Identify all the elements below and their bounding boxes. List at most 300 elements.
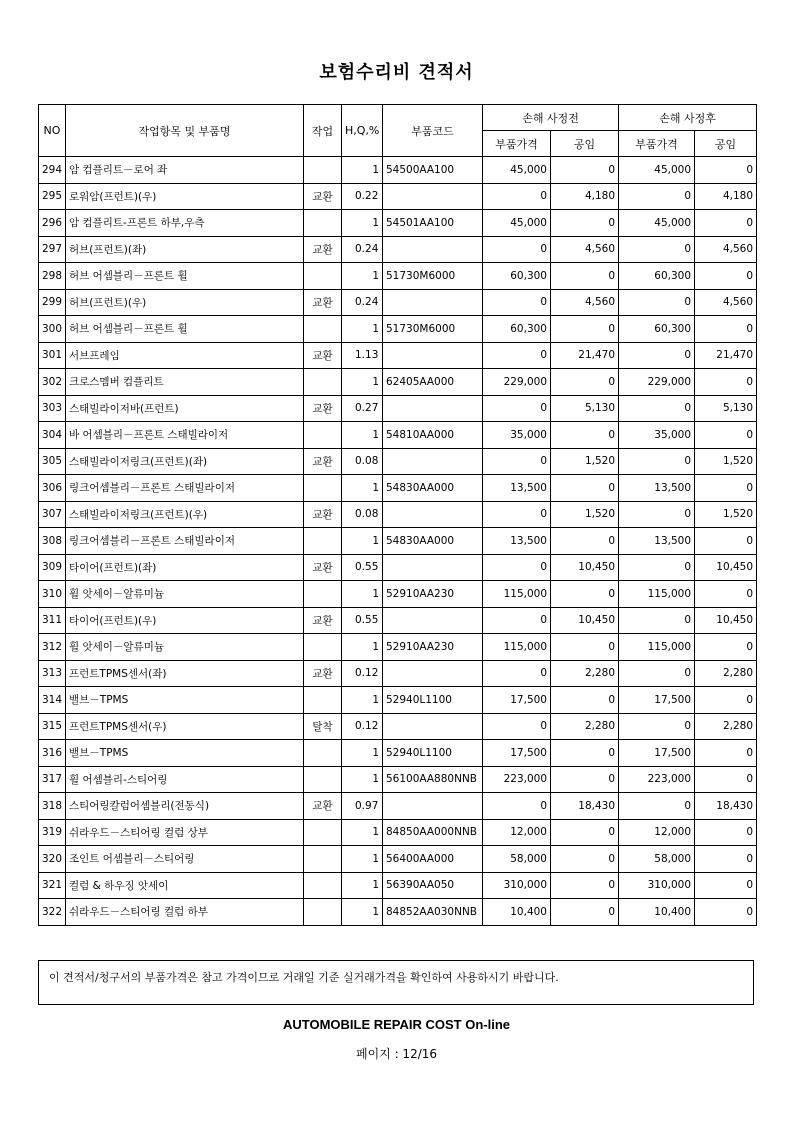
row-price-after: 0	[619, 713, 695, 740]
row-labor-after: 0	[695, 740, 757, 767]
row-part-code	[383, 501, 483, 528]
row-item-name: 밸브－TPMS	[66, 740, 304, 767]
row-hq: 1	[342, 766, 383, 793]
row-no: 317	[39, 766, 66, 793]
row-work	[304, 872, 342, 899]
row-no: 320	[39, 846, 66, 873]
row-part-code	[383, 395, 483, 422]
row-labor-after: 0	[695, 369, 757, 396]
notice-box	[38, 960, 754, 1005]
row-labor-before: 0	[551, 766, 619, 793]
row-price-before: 115,000	[483, 634, 551, 661]
row-price-after: 0	[619, 501, 695, 528]
row-no: 319	[39, 819, 66, 846]
row-price-after: 0	[619, 342, 695, 369]
row-price-after: 17,500	[619, 687, 695, 714]
row-hq: 1	[342, 528, 383, 555]
row-labor-after: 0	[695, 528, 757, 555]
row-labor-after: 0	[695, 819, 757, 846]
row-labor-after: 0	[695, 899, 757, 926]
row-item-name: 스태빌라이저바(프런트)	[66, 395, 304, 422]
row-hq: 1	[342, 899, 383, 926]
row-price-after: 115,000	[619, 581, 695, 608]
row-price-after: 13,500	[619, 475, 695, 502]
table-row	[39, 369, 757, 396]
table-body	[39, 157, 757, 926]
row-hq: 0.55	[342, 607, 383, 634]
row-part-code: 54501AA100	[383, 210, 483, 237]
footer-brand: AUTOMOBILE REPAIR COST On-line	[282, 1017, 511, 1032]
row-price-after: 0	[619, 236, 695, 263]
row-no: 315	[39, 713, 66, 740]
row-no: 316	[39, 740, 66, 767]
row-labor-after: 0	[695, 687, 757, 714]
row-labor-after: 0	[695, 263, 757, 290]
row-work: 교환	[304, 448, 342, 475]
row-labor-before: 0	[551, 210, 619, 237]
row-price-before: 60,300	[483, 263, 551, 290]
row-no: 300	[39, 316, 66, 343]
row-labor-before: 0	[551, 316, 619, 343]
row-item-name: 컬럼 & 하우징 앗세이	[66, 872, 304, 899]
table-row	[39, 819, 757, 846]
row-no: 321	[39, 872, 66, 899]
row-labor-before: 0	[551, 872, 619, 899]
row-labor-after: 0	[695, 846, 757, 873]
row-labor-after: 0	[695, 872, 757, 899]
row-part-code: 54810AA000	[383, 422, 483, 449]
row-hq: 0.12	[342, 660, 383, 687]
row-work: 교환	[304, 607, 342, 634]
row-hq: 0.97	[342, 793, 383, 820]
row-hq: 1	[342, 157, 383, 184]
row-price-before: 223,000	[483, 766, 551, 793]
row-item-name: 암 컴플리트-프론트 하부,우측	[66, 210, 304, 237]
row-part-code: 56400AA000	[383, 846, 483, 873]
row-item-name: 허브 어셈블리－프론트 휠	[66, 263, 304, 290]
table-row	[39, 395, 757, 422]
row-part-code	[383, 342, 483, 369]
row-price-before: 0	[483, 501, 551, 528]
table-row	[39, 263, 757, 290]
row-part-code: 54830AA000	[383, 528, 483, 555]
row-work	[304, 369, 342, 396]
row-price-after: 45,000	[619, 157, 695, 184]
row-work: 탈착	[304, 713, 342, 740]
row-no: 303	[39, 395, 66, 422]
row-labor-after: 0	[695, 475, 757, 502]
row-no: 313	[39, 660, 66, 687]
row-labor-after: 5,130	[695, 395, 757, 422]
row-no: 309	[39, 554, 66, 581]
row-item-name: 로워암(프런트)(우)	[66, 183, 304, 210]
table-row	[39, 793, 757, 820]
row-hq: 0.24	[342, 289, 383, 316]
row-item-name: 밸브－TPMS	[66, 687, 304, 714]
row-labor-before: 0	[551, 157, 619, 184]
row-price-before: 229,000	[483, 369, 551, 396]
row-price-after: 0	[619, 395, 695, 422]
row-item-name: 바 어셈블리－프론트 스태빌라이저	[66, 422, 304, 449]
row-labor-before: 0	[551, 899, 619, 926]
row-labor-before: 10,450	[551, 607, 619, 634]
row-work	[304, 316, 342, 343]
row-item-name: 타이어(프런트)(우)	[66, 607, 304, 634]
row-price-before: 45,000	[483, 210, 551, 237]
row-item-name: 스태빌라이저링크(프런트)(우)	[66, 501, 304, 528]
row-price-after: 60,300	[619, 316, 695, 343]
row-work: 교환	[304, 236, 342, 263]
row-item-name: 프런트TPMS센서(좌)	[66, 660, 304, 687]
row-price-after: 60,300	[619, 263, 695, 290]
row-work: 교환	[304, 501, 342, 528]
row-labor-before: 21,470	[551, 342, 619, 369]
row-part-code: 84850AA000NNB	[383, 819, 483, 846]
row-labor-after: 10,450	[695, 554, 757, 581]
table-row	[39, 872, 757, 899]
row-hq: 0.27	[342, 395, 383, 422]
row-price-before: 13,500	[483, 475, 551, 502]
row-labor-before: 0	[551, 475, 619, 502]
row-hq: 0.55	[342, 554, 383, 581]
row-labor-before: 0	[551, 581, 619, 608]
row-part-code	[383, 289, 483, 316]
row-labor-after: 0	[695, 157, 757, 184]
table-row	[39, 289, 757, 316]
row-hq: 1	[342, 687, 383, 714]
row-price-before: 35,000	[483, 422, 551, 449]
row-part-code: 62405AA000	[383, 369, 483, 396]
row-no: 306	[39, 475, 66, 502]
row-part-code	[383, 183, 483, 210]
row-price-after: 58,000	[619, 846, 695, 873]
header-item: 작업항목 및 부품명	[66, 105, 304, 157]
row-labor-before: 5,130	[551, 395, 619, 422]
table-row	[39, 899, 757, 926]
row-price-before: 10,400	[483, 899, 551, 926]
table-row	[39, 342, 757, 369]
table-row	[39, 766, 757, 793]
row-labor-after: 0	[695, 634, 757, 661]
row-labor-after: 0	[695, 422, 757, 449]
header-no: NO	[39, 105, 66, 157]
row-part-code: 56100AA880NNB	[383, 766, 483, 793]
row-price-before: 17,500	[483, 687, 551, 714]
row-no: 304	[39, 422, 66, 449]
row-price-after: 0	[619, 607, 695, 634]
row-price-after: 17,500	[619, 740, 695, 767]
row-labor-after: 4,560	[695, 236, 757, 263]
row-price-before: 0	[483, 793, 551, 820]
row-labor-before: 2,280	[551, 660, 619, 687]
row-labor-before: 0	[551, 422, 619, 449]
row-work	[304, 687, 342, 714]
notice-text: 이 견적서/청구서의 부품가격은 참고 가격이므로 거래일 기준 실거래가격을 확인하여 사용하시기 바랍니다.	[49, 971, 559, 984]
row-labor-after: 0	[695, 316, 757, 343]
row-hq: 1	[342, 819, 383, 846]
row-no: 312	[39, 634, 66, 661]
row-labor-before: 0	[551, 740, 619, 767]
row-item-name: 크로스멤버 컴플리트	[66, 369, 304, 396]
row-hq: 1	[342, 369, 383, 396]
row-work: 교환	[304, 554, 342, 581]
row-price-before: 58,000	[483, 846, 551, 873]
row-item-name: 링크어셈블리－프론트 스태빌라이저	[66, 475, 304, 502]
row-work	[304, 846, 342, 873]
row-price-before: 0	[483, 554, 551, 581]
row-price-before: 45,000	[483, 157, 551, 184]
row-item-name: 휠 어셈블리-스티어링	[66, 766, 304, 793]
row-price-after: 0	[619, 793, 695, 820]
row-work: 교환	[304, 660, 342, 687]
row-part-code: 54830AA000	[383, 475, 483, 502]
row-price-before: 0	[483, 660, 551, 687]
row-hq: 0.12	[342, 713, 383, 740]
row-item-name: 서브프레임	[66, 342, 304, 369]
row-work: 교환	[304, 793, 342, 820]
row-price-after: 229,000	[619, 369, 695, 396]
row-price-after: 0	[619, 448, 695, 475]
row-labor-before: 4,560	[551, 236, 619, 263]
row-work	[304, 210, 342, 237]
row-labor-before: 2,280	[551, 713, 619, 740]
row-work: 교환	[304, 342, 342, 369]
row-labor-after: 4,560	[695, 289, 757, 316]
row-no: 310	[39, 581, 66, 608]
row-hq: 1	[342, 872, 383, 899]
row-labor-after: 18,430	[695, 793, 757, 820]
row-price-after: 12,000	[619, 819, 695, 846]
row-labor-after: 10,450	[695, 607, 757, 634]
table-row	[39, 581, 757, 608]
row-no: 318	[39, 793, 66, 820]
row-labor-before: 1,520	[551, 501, 619, 528]
row-labor-before: 0	[551, 846, 619, 873]
header-after-price: 부품가격	[619, 131, 695, 157]
row-item-name: 쉬라우드－스티어링 컬럼 하부	[66, 899, 304, 926]
row-price-after: 115,000	[619, 634, 695, 661]
row-work	[304, 634, 342, 661]
table-row	[39, 713, 757, 740]
row-item-name: 휠 앗세이－알류미늄	[66, 634, 304, 661]
row-hq: 1	[342, 740, 383, 767]
document-title: 보험수리비 견적서	[319, 62, 474, 83]
row-price-after: 0	[619, 289, 695, 316]
header-after: 손해 사정후	[619, 105, 757, 131]
row-price-after: 0	[619, 183, 695, 210]
row-labor-before: 10,450	[551, 554, 619, 581]
row-no: 301	[39, 342, 66, 369]
row-price-before: 0	[483, 342, 551, 369]
row-part-code: 54500AA100	[383, 157, 483, 184]
row-price-after: 0	[619, 554, 695, 581]
row-work: 교환	[304, 395, 342, 422]
row-part-code: 52940L1100	[383, 687, 483, 714]
row-item-name: 허브(프런트)(좌)	[66, 236, 304, 263]
table-row	[39, 687, 757, 714]
page-number: 페이지 : 12/16	[355, 1047, 438, 1061]
row-work	[304, 581, 342, 608]
header-before: 손해 사정전	[483, 105, 619, 131]
table-row	[39, 607, 757, 634]
row-work	[304, 766, 342, 793]
row-price-after: 13,500	[619, 528, 695, 555]
row-hq: 1	[342, 846, 383, 873]
table-row	[39, 846, 757, 873]
row-part-code: 84852AA030NNB	[383, 899, 483, 926]
row-hq: 0.08	[342, 501, 383, 528]
row-part-code: 56390AA050	[383, 872, 483, 899]
row-item-name: 쉬라우드－스티어링 컬럼 상부	[66, 819, 304, 846]
row-price-before: 0	[483, 395, 551, 422]
row-labor-after: 1,520	[695, 501, 757, 528]
header-before-labor: 공임	[551, 131, 619, 157]
row-no: 296	[39, 210, 66, 237]
row-hq: 1	[342, 634, 383, 661]
row-no: 314	[39, 687, 66, 714]
row-price-before: 60,300	[483, 316, 551, 343]
row-price-before: 0	[483, 289, 551, 316]
row-price-before: 13,500	[483, 528, 551, 555]
header-work: 작업	[304, 105, 342, 157]
row-labor-before: 4,560	[551, 289, 619, 316]
row-item-name: 스태빌라이저링크(프런트)(좌)	[66, 448, 304, 475]
row-item-name: 링크어셈블리－프론트 스태빌라이저	[66, 528, 304, 555]
row-part-code	[383, 713, 483, 740]
row-price-after: 10,400	[619, 899, 695, 926]
row-no: 311	[39, 607, 66, 634]
row-part-code	[383, 554, 483, 581]
row-no: 294	[39, 157, 66, 184]
row-item-name: 휠 앗세이－알류미늄	[66, 581, 304, 608]
row-item-name: 타이어(프런트)(좌)	[66, 554, 304, 581]
table-row	[39, 740, 757, 767]
row-part-code: 52910AA230	[383, 634, 483, 661]
header-code: 부품코드	[383, 105, 483, 157]
row-labor-before: 0	[551, 687, 619, 714]
header-after-labor: 공임	[695, 131, 757, 157]
row-work	[304, 528, 342, 555]
row-price-after: 223,000	[619, 766, 695, 793]
table-row	[39, 210, 757, 237]
row-hq: 0.22	[342, 183, 383, 210]
row-work	[304, 157, 342, 184]
row-labor-before: 0	[551, 528, 619, 555]
row-labor-before: 4,180	[551, 183, 619, 210]
row-item-name: 조인트 어셈블리－스티어링	[66, 846, 304, 873]
row-no: 297	[39, 236, 66, 263]
row-price-after: 310,000	[619, 872, 695, 899]
table-row	[39, 448, 757, 475]
row-work	[304, 475, 342, 502]
row-work: 교환	[304, 289, 342, 316]
row-item-name: 프런트TPMS센서(우)	[66, 713, 304, 740]
row-work	[304, 819, 342, 846]
row-no: 305	[39, 448, 66, 475]
row-hq: 1	[342, 581, 383, 608]
row-part-code	[383, 236, 483, 263]
table-row	[39, 236, 757, 263]
row-hq: 0.24	[342, 236, 383, 263]
row-labor-after: 21,470	[695, 342, 757, 369]
header-before-price: 부품가격	[483, 131, 551, 157]
row-price-after: 45,000	[619, 210, 695, 237]
row-labor-before: 1,520	[551, 448, 619, 475]
row-work	[304, 422, 342, 449]
row-part-code	[383, 448, 483, 475]
table-row	[39, 316, 757, 343]
row-price-before: 0	[483, 183, 551, 210]
row-part-code	[383, 793, 483, 820]
row-item-name: 암 컴플리트－로어 좌	[66, 157, 304, 184]
row-hq: 1	[342, 210, 383, 237]
row-item-name: 허브(프런트)(우)	[66, 289, 304, 316]
row-labor-before: 0	[551, 369, 619, 396]
row-no: 302	[39, 369, 66, 396]
row-part-code	[383, 607, 483, 634]
row-part-code	[383, 660, 483, 687]
row-item-name: 스티어링칼럼어셈블리(전동식)	[66, 793, 304, 820]
row-price-before: 0	[483, 713, 551, 740]
row-hq: 1	[342, 475, 383, 502]
row-labor-before: 0	[551, 819, 619, 846]
row-work: 교환	[304, 183, 342, 210]
row-hq: 0.08	[342, 448, 383, 475]
table-row	[39, 501, 757, 528]
row-no: 322	[39, 899, 66, 926]
row-price-after: 0	[619, 660, 695, 687]
row-labor-after: 4,180	[695, 183, 757, 210]
row-labor-before: 0	[551, 263, 619, 290]
row-work	[304, 899, 342, 926]
row-price-after: 35,000	[619, 422, 695, 449]
table-row	[39, 157, 757, 184]
row-work	[304, 740, 342, 767]
row-labor-after: 1,520	[695, 448, 757, 475]
row-part-code: 51730M6000	[383, 263, 483, 290]
table-row	[39, 475, 757, 502]
row-hq: 1	[342, 263, 383, 290]
header-hq: H,Q,%	[342, 105, 383, 157]
row-item-name: 허브 어셈블리－프론트 휠	[66, 316, 304, 343]
row-price-before: 12,000	[483, 819, 551, 846]
row-labor-before: 18,430	[551, 793, 619, 820]
row-labor-before: 0	[551, 634, 619, 661]
row-price-before: 0	[483, 607, 551, 634]
table-row	[39, 660, 757, 687]
row-labor-after: 2,280	[695, 713, 757, 740]
row-part-code: 51730M6000	[383, 316, 483, 343]
row-part-code: 52910AA230	[383, 581, 483, 608]
row-price-before: 17,500	[483, 740, 551, 767]
row-no: 299	[39, 289, 66, 316]
row-labor-after: 0	[695, 766, 757, 793]
table-row	[39, 183, 757, 210]
row-no: 298	[39, 263, 66, 290]
row-hq: 1	[342, 422, 383, 449]
row-labor-after: 2,280	[695, 660, 757, 687]
table-row	[39, 634, 757, 661]
table-header	[39, 105, 757, 157]
row-no: 307	[39, 501, 66, 528]
table-row	[39, 554, 757, 581]
row-hq: 1.13	[342, 342, 383, 369]
row-price-before: 115,000	[483, 581, 551, 608]
row-no: 308	[39, 528, 66, 555]
row-work	[304, 263, 342, 290]
table-row	[39, 422, 757, 449]
row-price-before: 0	[483, 448, 551, 475]
